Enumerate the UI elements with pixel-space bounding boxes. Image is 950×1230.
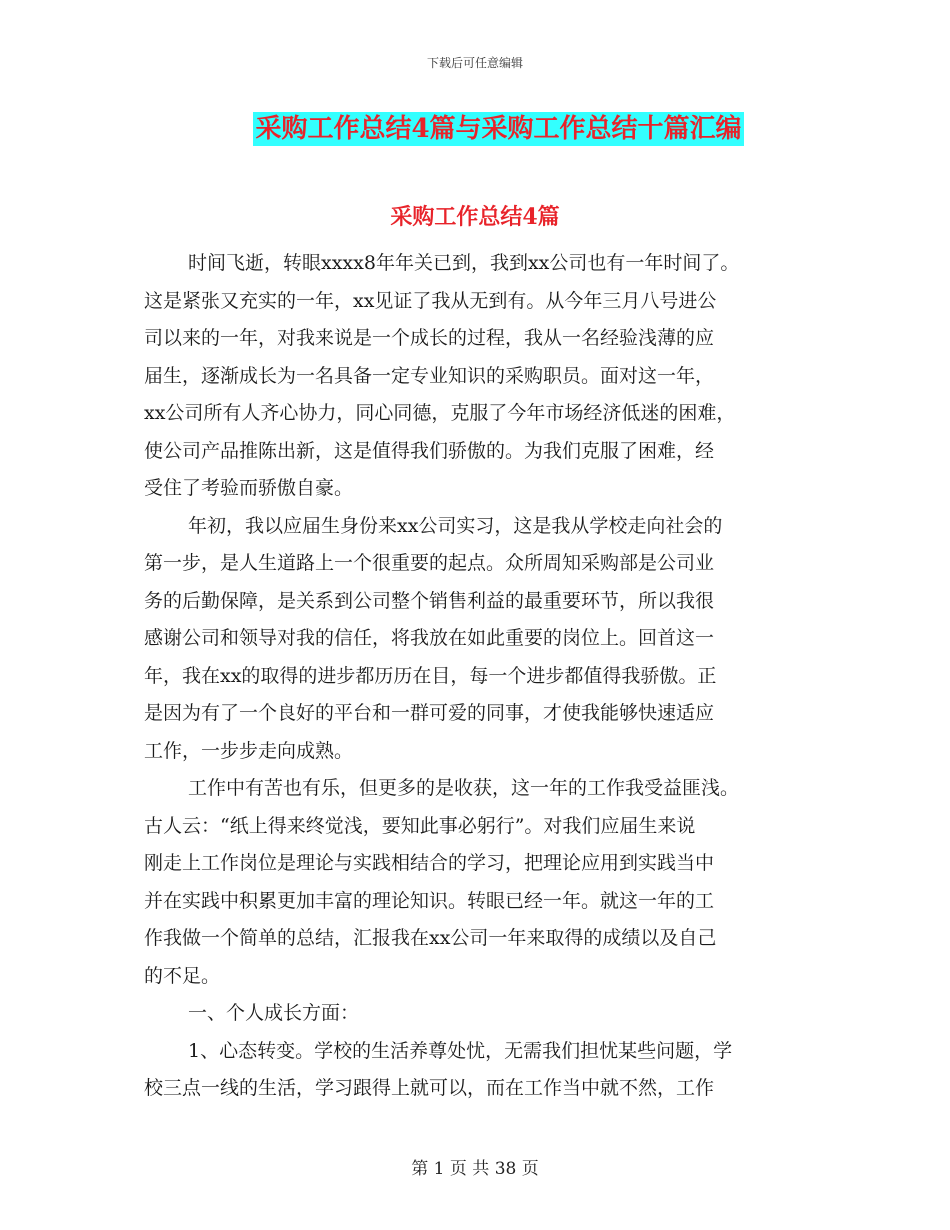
text-line: 是因为有了一个良好的平台和一群可爱的同事，才使我能够快速适应 <box>144 702 715 724</box>
text-line: xx公司所有人齐心协力，同心同德，克服了今年市场经济低迷的困难， <box>144 402 736 424</box>
paragraph-1 <box>144 245 816 508</box>
page-footer: 第 1 页 共 38 页 <box>411 1159 539 1179</box>
text-line: 这是紧张又充实的一年，xx见证了我从无到有。从今年三月八号进公 <box>144 289 717 312</box>
paragraph-4 <box>144 1033 816 1108</box>
text-line: 时间飞逝，转眼xxxx8年年关已到，我到xx公司也有一年时间了。 <box>188 252 740 274</box>
text-line: 一、个人成长方面： <box>188 1002 360 1024</box>
main-title: 采购工作总结4篇与采购工作总结十篇汇编 <box>255 114 742 144</box>
text-line: 受住了考验而骄傲自豪。 <box>144 477 354 499</box>
text-line: 使公司产品推陈出新，这是值得我们骄傲的。为我们克服了困难，经 <box>144 439 715 462</box>
text-line: 刚走上工作岗位是理论与实践相结合的学习，把理论应用到实践当中 <box>144 852 715 874</box>
main-title-wrap <box>0 112 950 146</box>
paragraph-2 <box>144 508 816 771</box>
text-line: 古人云：“纸上得来终觉浅，要知此事必躬行”。对我们应届生来说 <box>144 814 696 837</box>
text-line: 并在实践中积累更加丰富的理论知识。转眼已经一年。就这一年的工 <box>144 889 715 912</box>
text-line: 校三点一线的生活，学习跟得上就可以，而在工作当中就不然，工作 <box>144 1077 715 1099</box>
text-line: 第一步，是人生道路上一个很重要的起点。众所周知采购部是公司业 <box>144 552 715 574</box>
section-heading <box>144 995 816 1033</box>
text-line: 工作，一步步走向成熟。 <box>144 739 354 762</box>
text-line: 年，我在xx的取得的进步都历历在目，每一个进步都值得我骄傲。正 <box>144 664 717 687</box>
document-body <box>144 245 816 1108</box>
text-line: 年初，我以应届生身份来xx公司实习，这是我从学校走向社会的 <box>188 514 723 537</box>
text-line: 的不足。 <box>144 964 221 987</box>
paragraph-3 <box>144 770 816 995</box>
text-line: 作我做一个简单的总结，汇报我在xx公司一年来取得的成绩以及自己 <box>144 927 717 949</box>
section-title: 采购工作总结4篇 <box>390 204 560 230</box>
text-line: 感谢公司和领导对我的信任，将我放在如此重要的岗位上。回首这一 <box>144 627 715 649</box>
text-line: 工作中有苦也有乐，但更多的是收获，这一年的工作我受益匪浅。 <box>188 777 740 799</box>
text-line: 1、心态转变。学校的生活养尊处忧，无需我们担忧某些问题，学 <box>188 1039 733 1062</box>
header-note: 下载后可任意编辑 <box>426 56 523 70</box>
text-line: 司以来的一年，对我来说是一个成长的过程，我从一名经验浅薄的应 <box>144 327 715 349</box>
text-line: 务的后勤保障，是关系到公司整个销售利益的最重要环节，所以我很 <box>144 589 715 612</box>
text-line: 届生，逐渐成长为一名具备一定专业知识的采购职员。面对这一年， <box>144 364 715 387</box>
